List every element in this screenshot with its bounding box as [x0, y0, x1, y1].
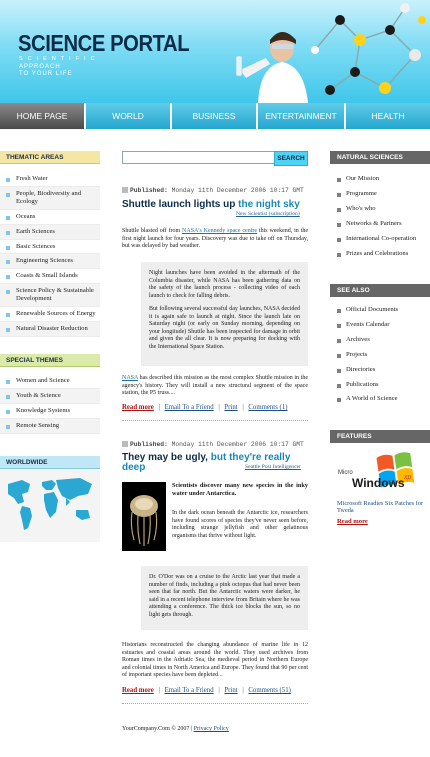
title-part: They may be: [122, 452, 183, 463]
quote-paragraph: But following several successful day launches, NASA decided it is again safe to launch at night. Since the launch late on Saturday night (or early on Sunday morning, depending on your longitude) Shuttle has been inspected for damage in orbit and given the all clear. It is now preparing for docking with the International Space Station.: [149, 306, 300, 350]
print-link[interactable]: Print: [224, 687, 238, 694]
read-more-link[interactable]: Read more: [122, 404, 154, 411]
separator: |: [242, 404, 244, 411]
article-published-line: [122, 187, 304, 194]
thematic-item[interactable]: Coasts & Small Islands: [0, 269, 100, 284]
article-lead: Scientists discover many new species in the inky water under Antarctica.: [172, 482, 308, 497]
read-more-link[interactable]: Read more: [122, 687, 154, 694]
logo-xp: xp: [404, 474, 412, 481]
footer: [122, 726, 229, 732]
logo-prefix: Micro: [338, 470, 353, 476]
natural-item[interactable]: International Co-operation: [330, 232, 430, 247]
see-also-item[interactable]: A World of Science: [330, 392, 430, 407]
logo-word: Windows: [352, 476, 405, 490]
search-button[interactable]: SEARCH: [274, 151, 308, 166]
title-part: but they're really deep: [122, 452, 291, 473]
special-item[interactable]: Remote Sensing: [0, 419, 100, 434]
article-intro: [122, 228, 308, 251]
special-item[interactable]: Knowledge Systems: [0, 404, 100, 419]
article-continuation: Historians reconstructed the changing abundance of marine life in 12 estuaries and coastal areas around the world. They used archives from Roman times in the Adriatic Sea, the medieval period in Northern Europe and colonial times in North America and Europe. They found that 90 per cent of important species have been depleted...: [122, 642, 308, 678]
nav-home[interactable]: HOME PAGE: [0, 103, 85, 129]
separator: |: [242, 687, 244, 694]
thematic-areas-heading: THEMATIC AREAS: [0, 151, 100, 164]
see-also-item[interactable]: Official Documents: [330, 303, 430, 318]
nav-entertainment[interactable]: ENTERTAINMENT: [258, 103, 345, 129]
thematic-areas-list: [0, 172, 100, 337]
windows-xp-logo[interactable]: [336, 452, 422, 496]
comments-link[interactable]: Comments (51): [248, 687, 291, 694]
published-label: Published:: [130, 187, 168, 194]
article-source-link[interactable]: New Scientist (subscription): [236, 211, 300, 217]
natural-item[interactable]: Networks & Partners: [330, 217, 430, 232]
thematic-item[interactable]: People, Biodiversity and Ecology: [0, 187, 100, 210]
see-also-item[interactable]: Projects: [330, 348, 430, 363]
article-quote: [141, 262, 308, 366]
inline-link[interactable]: NASA's Kennedy space centre: [182, 228, 258, 234]
intro-text: Shuttle blasted off from: [122, 228, 183, 234]
article-actions: [122, 404, 290, 411]
see-also-item[interactable]: Publications: [330, 378, 430, 393]
article-actions: [122, 687, 294, 694]
title-part: Shuttle: [122, 199, 156, 210]
intro-text: this weekend, in the first night launch for four years. Discovery was due to take off on Thursday, but was delayed by bad weather.: [122, 228, 308, 249]
nav-business[interactable]: BUSINESS: [172, 103, 257, 129]
main-nav: [0, 103, 430, 130]
comments-link[interactable]: Comments (1): [248, 404, 288, 411]
divider: [122, 703, 308, 704]
privacy-policy-link[interactable]: Privacy Policy: [193, 726, 229, 732]
nav-world[interactable]: WORLD: [86, 103, 171, 129]
jellyfish-icon: [122, 482, 166, 551]
separator: |: [218, 404, 220, 411]
scientist-molecule-illustration: [200, 0, 430, 103]
quote-paragraph: Night launches have been avoided in the aftermath of the Columbia disaster, while NASA has been gathering data on the safety of the launch process - collecting video of each launch to check for falling debris.: [149, 270, 300, 299]
continuation-text: has described this mission as the most complex Shuttle mission in the agency's history. They will install a new structural segment of the space station, the P5 truss....: [122, 375, 308, 396]
article-title[interactable]: [122, 200, 312, 210]
world-map-icon: [0, 470, 100, 542]
article-continuation: [122, 375, 308, 398]
natural-item[interactable]: Our Mission: [330, 172, 430, 187]
thematic-item[interactable]: Fresh Water: [0, 172, 100, 187]
natural-item[interactable]: Prizes and Celebrations: [330, 247, 430, 262]
natural-sciences-list: [330, 172, 430, 261]
thematic-item[interactable]: Science Policy & Sustainable Development: [0, 284, 100, 307]
see-also-item[interactable]: Directories: [330, 363, 430, 378]
separator: |: [158, 687, 160, 694]
article-source-link[interactable]: Seattle Post Intelligencer: [245, 464, 301, 470]
special-themes-list: [0, 374, 100, 434]
print-link[interactable]: Print: [224, 404, 238, 411]
special-item[interactable]: Women and Science: [0, 374, 100, 389]
separator: |: [218, 687, 220, 694]
published-label: Published:: [130, 441, 168, 448]
natural-item[interactable]: Programme: [330, 187, 430, 202]
title-part: launch lights up: [155, 199, 239, 210]
see-also-item[interactable]: Events Calendar: [330, 318, 430, 333]
thematic-item[interactable]: Engineering Sciences: [0, 254, 100, 269]
email-friend-link[interactable]: Email To a Friend: [164, 687, 214, 694]
thematic-item[interactable]: Basic Sciences: [0, 240, 100, 255]
divider: [122, 420, 308, 421]
thematic-item[interactable]: Oceans: [0, 210, 100, 225]
special-themes-heading: SPECIAL THEMES: [0, 354, 100, 367]
site-tagline-2: TO YOUR LIFE: [19, 71, 73, 77]
copyright-text: YourCompany.Com © 2007 |: [122, 726, 194, 732]
world-map[interactable]: [0, 470, 100, 542]
site-subtitle: SCIENTIFIC: [19, 56, 100, 62]
article-date: Monday 11th December 2006 10:17 GMT: [171, 187, 304, 194]
thematic-item[interactable]: Natural Disaster Reduction: [0, 322, 100, 337]
site-tagline: APPROACH: [19, 64, 61, 70]
article-date: Monday 11th December 2006 10:17 GMT: [171, 441, 304, 448]
document-icon: [122, 441, 128, 447]
email-friend-link[interactable]: Email To a Friend: [164, 404, 214, 411]
natural-item[interactable]: Who's who: [330, 202, 430, 217]
search-input[interactable]: [122, 151, 276, 164]
see-also-heading: SEE ALSO: [330, 284, 430, 297]
see-also-item[interactable]: Archives: [330, 333, 430, 348]
site-title[interactable]: SCIENCE PORTAL: [18, 30, 190, 56]
features-caption-link[interactable]: Microsoft Readies Six Patches for Tweda: [337, 500, 424, 515]
thematic-item[interactable]: Renewable Sources of Energy: [0, 307, 100, 322]
jellyfish-photo: [122, 482, 166, 551]
article-published-line: [122, 441, 304, 448]
article-title[interactable]: [122, 453, 312, 473]
nav-health[interactable]: HEALTH: [346, 103, 430, 129]
quote-paragraph: Dr. O'Dor was on a cruise to the Arctic last year that made a number of finds, including a pink octopus that had never been seen that far north. But the Antarctic waters were darker, he said in a recent telephone interview from Britain where he was attending a conference. The thick ice blocks the sun, so no light gets through.: [149, 574, 300, 618]
article-quote: [141, 566, 308, 630]
document-icon: [122, 187, 128, 193]
title-part: the night sky: [238, 199, 300, 210]
separator: |: [158, 404, 160, 411]
see-also-list: [330, 303, 430, 407]
header-banner: [0, 0, 430, 103]
natural-sciences-heading: NATURAL SCIENCES: [330, 151, 430, 164]
special-item[interactable]: Youth & Science: [0, 389, 100, 404]
thematic-item[interactable]: Earth Sciences: [0, 225, 100, 240]
worldwide-heading: WORLDWIDE: [0, 456, 100, 469]
features-heading: FEATURES: [330, 430, 430, 443]
title-part: ugly,: [182, 452, 211, 463]
inline-link[interactable]: NASA: [122, 375, 139, 381]
features-read-more-link[interactable]: Read more: [337, 518, 368, 525]
article-lead-body: In the dark ocean beneath the Antarctic ice, researchers have found scores of species they've never seen before, including strange jellyfish and other gelatinous organisms that thrive without light.: [172, 510, 308, 539]
